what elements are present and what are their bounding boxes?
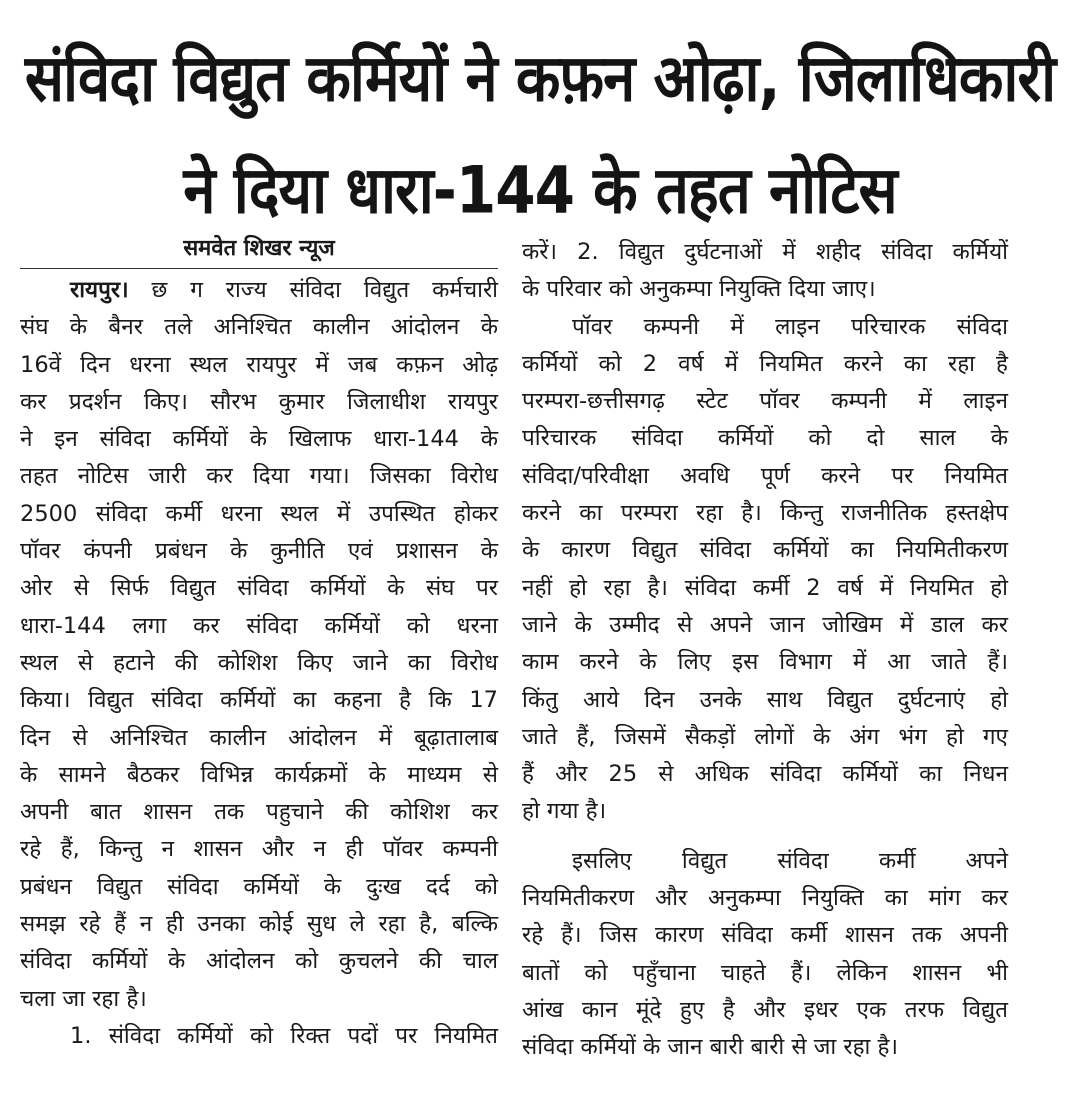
article-line: कर प्रदर्शन किए। सौरभ कुमार जिलाधीश रायपुर	[20, 388, 498, 415]
article-line: संविदा/परिवीक्षा अवधि पूर्ण करने पर नियमित	[522, 462, 1008, 489]
article-line: नहीं हो रहा है। संविदा कर्मी 2 वर्ष में नियमित हो	[522, 574, 1008, 601]
article-line: चला जा रहा है।	[20, 985, 147, 1012]
right-column	[522, 234, 1008, 1067]
article-line: 16वें दिन धरना स्थल रायपुर में जब कफ़न ओढ़	[20, 351, 498, 378]
paragraph-gap	[522, 831, 1008, 843]
article-line: करने का परम्परा रहा है। किन्तु राजनीतिक हस्तक्षेप	[522, 500, 1008, 527]
article-line: करें। 2. विद्युत दुर्घटनाओं में शहीद संविदा कर्मियों	[522, 239, 1008, 265]
article-line: ने इन संविदा कर्मियों के खिलाफ धारा-144 के	[20, 426, 498, 453]
article-line: परम्परा-छत्तीसगढ़ स्टेट पॉवर कम्पनी में लाइन	[522, 388, 1008, 415]
article-line: जाने के उम्मीद से अपने जान जोखिम में डाल कर	[522, 611, 1008, 638]
article-line: नियमितीकरण और अनुकम्पा नियुक्ति का मांग कर	[522, 885, 1008, 912]
headline-line-2: ने दिया धारा-144 के तहत नोटिस	[183, 151, 897, 229]
article-line: कर्मियों को 2 वर्ष में नियमित करने का रहा है	[522, 350, 1008, 377]
left-column	[20, 234, 498, 1055]
article-line: अपनी बात शासन तक पहुचाने की कोशिश कर	[20, 799, 498, 826]
dateline-place: रायपुर।	[70, 277, 129, 303]
article-line: जाते हैं, जिसमें सैकड़ों लोगों के अंग भंग हो गए	[522, 723, 1008, 750]
article-line-text: छ ग राज्य संविदा विद्युत कर्मचारी	[151, 277, 498, 303]
article-line: हैं और 25 से अधिक संविदा कर्मियों का निधन	[522, 761, 1008, 788]
article-line: परिचारक संविदा कर्मियों को दो साल के	[522, 425, 1008, 452]
article-line: प्रबंधन विद्युत संविदा कर्मियों के दुःख दर्द को	[20, 873, 498, 900]
article-line: इसलिए विद्युत संविदा कर्मी अपने	[572, 847, 1008, 874]
headline-line-1: संविदा विद्युत कर्मियों ने कफ़न ओढ़ा, जिलाधिकारी	[24, 39, 1056, 117]
article-line: दिन से अनिश्चित कालीन आंदोलन में बूढ़ातालाब	[20, 724, 498, 751]
article-line: किंतु आये दिन उनके साथ विद्युत दुर्घटनाएं हो	[522, 686, 1008, 713]
article-line: किया। विद्युत संविदा कर्मियों का कहना है कि 17	[20, 687, 498, 714]
article-line: बातों को पहुँचाना चाहते हैं। लेकिन शासन भी	[522, 959, 1008, 986]
article-line	[20, 272, 498, 309]
article-line: रहे हैं। जिस कारण संविदा कर्मी शासन तक अपनी	[522, 922, 1008, 949]
article-line: हो गया है।	[522, 798, 607, 825]
article-line: के परिवार को अनुकम्पा नियुक्ति दिया जाए।	[522, 276, 876, 303]
article-line: ओर से सिर्फ विद्युत संविदा कर्मियों के संघ पर	[20, 575, 498, 602]
article-line: पॉवर कम्पनी में लाइन परिचारक संविदा	[572, 313, 1008, 340]
article-line: आंख कान मूंदे हुए है और इधर एक तरफ विद्युत	[522, 996, 1008, 1023]
article-line: संविदा कर्मियों के जान बारी बारी से जा रहा है।	[522, 1034, 899, 1061]
article-line: संघ के बैनर तले अनिश्चित कालीन आंदोलन के	[20, 314, 498, 341]
article-line: 2500 संविदा कर्मी धरना स्थल में उपस्थित होकर	[20, 500, 498, 527]
headline	[0, 22, 1080, 246]
article-line: रहे हैं, किन्तु न शासन और न ही पॉवर कम्पनी	[20, 836, 498, 863]
article-line: काम करने के लिए इस विभाग में आ जाते हैं।	[522, 649, 1008, 676]
byline: समवेत शिखर न्यूज	[20, 234, 498, 269]
article-line: संविदा कर्मियों के आंदोलन को कुचलने की चाल	[20, 948, 498, 975]
article-line: तहत नोटिस जारी कर दिया गया। जिसका विरोध	[20, 463, 498, 490]
article-line: स्थल से हटाने की कोशिश किए जाने का विरोध	[20, 649, 498, 676]
article-line: के कारण विद्युत संविदा कर्मियों का नियमितीकरण	[522, 537, 1008, 564]
article-line: 1. संविदा कर्मियों को रिक्त पदों पर नियमित	[70, 1022, 498, 1049]
article-line: पॉवर कंपनी प्रबंधन के कुनीति एवं प्रशासन के	[20, 538, 498, 565]
article-line: समझ रहे हैं न ही उनका कोई सुध ले रहा है, बल्कि	[20, 911, 498, 938]
article-line: धारा-144 लगा कर संविदा कर्मियों को धरना	[20, 612, 498, 639]
article-line: के सामने बैठकर विभिन्न कार्यक्रमों के माध्यम से	[20, 761, 498, 788]
